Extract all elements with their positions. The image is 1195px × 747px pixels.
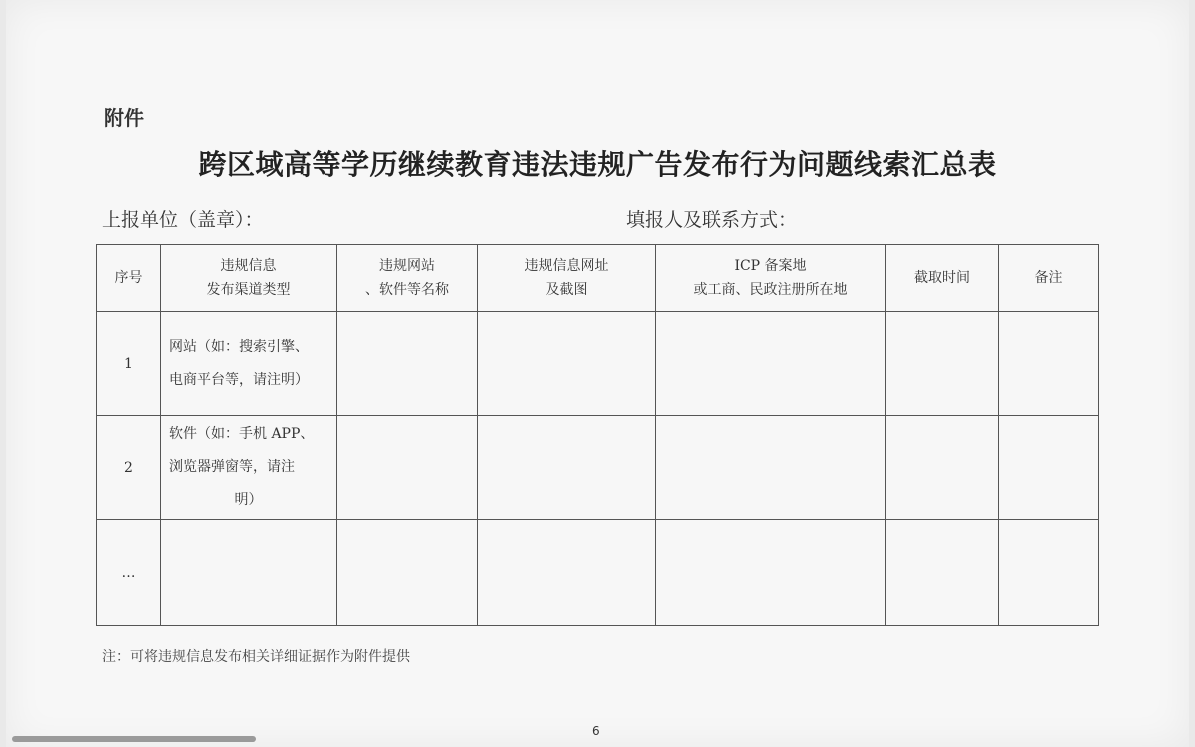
row-site-cell [337,520,478,626]
row-url-cell [478,520,656,626]
row-seq: … [97,520,161,626]
header-channel-type [161,245,337,312]
row-time-cell [886,520,999,626]
reporter-label: 填报人及联系方式： [626,209,798,231]
header-capture-time: 截取时间 [886,245,999,312]
attachment-label: 附件 [104,106,144,130]
header-channel-line1: 违规信息 [220,258,277,274]
row-seq: 1 [97,312,161,416]
header-url [478,245,656,312]
row-channel-line2: 电商平台等，请注明） [169,371,309,388]
row-icp-cell [656,520,886,626]
table-row [97,416,1099,520]
row-remark-cell [999,520,1099,626]
header-url-line2: 及截图 [545,282,588,298]
row-icp-cell [656,416,886,520]
table-row [97,312,1099,416]
header-remark: 备注 [999,245,1099,312]
header-seq: 序号 [97,245,161,312]
row-seq: 2 [97,416,161,520]
row-channel-line3: 明） [234,492,263,508]
row-site-cell [337,416,478,520]
row-channel-line2: 浏览器弹窗等，请注 [169,459,295,475]
header-icp-line2: 或工商、民政注册所在地 [693,282,848,298]
row-channel [161,520,337,626]
row-time-cell [886,312,999,416]
header-site-line2: 、软件等名称 [365,282,449,298]
clue-summary-table [96,244,1099,626]
row-url-cell [478,312,656,416]
page-title: 跨区域高等学历继续教育违法违规广告发布行为问题线索汇总表 [198,148,997,181]
footnote: 注：可将违规信息发布相关详细证据作为附件提供 [102,649,410,665]
row-url-cell [478,416,656,520]
row-channel-line1: 软件（如：手机 APP、 [169,426,315,442]
row-time-cell [886,416,999,520]
row-channel-line1: 网站（如：搜索引擎、 [169,338,309,355]
header-icp [656,245,886,312]
table-header-row [97,245,1099,312]
report-unit-label: 上报单位（盖章）： [102,209,264,231]
row-remark-cell [999,312,1099,416]
page-number: 6 [592,724,600,738]
row-icp-cell [656,312,886,416]
row-channel [161,416,337,520]
document-page [6,0,1189,747]
row-site-cell [337,312,478,416]
header-icp-line1: ICP 备案地 [734,258,807,274]
header-url-line1: 违规信息网址 [524,258,609,274]
header-channel-line2: 发布渠道类型 [206,282,291,298]
table-row [97,520,1099,626]
horizontal-scrollbar[interactable] [12,736,256,742]
row-channel [161,312,337,416]
row-remark-cell [999,416,1099,520]
header-site-name [337,245,478,312]
header-site-line1: 违规网站 [379,258,435,274]
